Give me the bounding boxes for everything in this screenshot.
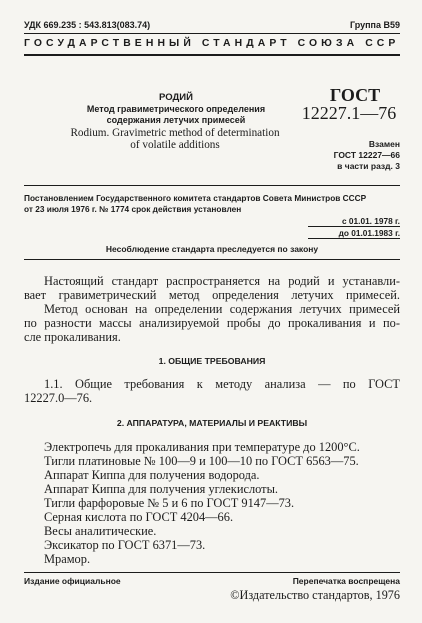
intro-p2-line-3: сле прокаливания.: [24, 330, 121, 344]
gost-label: ГОСТ: [329, 85, 381, 105]
standard-name-en-1: Rodium. Gravimetric method of determination: [70, 127, 280, 139]
reprint-prohibited: Перепечатка воспрещена: [292, 576, 400, 586]
equipment-item: Аппарат Киппа для получения водорода.: [44, 468, 260, 482]
equipment-item: Тигли платиновые № 100—9 и 100—10 по ГОСТ 6563—75.: [44, 454, 359, 468]
equipment-item: Тигли фарфоровые № 5 и 6 по ГОСТ 9147—73.: [44, 496, 295, 510]
group-code: Группа В59: [349, 20, 400, 30]
standard-name-en-2: of volatile additions: [130, 139, 220, 151]
validity-from: с 01.01. 1978 г.: [342, 216, 400, 226]
standard-banner: ГОСУДАРСТВЕННЫЙ СТАНДАРТ СОЮЗА ССР: [24, 38, 400, 49]
equipment-item: Электропечь для прокаливания при температуре до 1200°С.: [44, 440, 360, 454]
header-rule-bottom: [24, 54, 400, 56]
gost-number: 12227.1—76: [301, 103, 397, 123]
standard-name-ru: РОДИЙ: [159, 92, 193, 103]
equipment-item: Серная кислота по ГОСТ 4204—66.: [44, 510, 234, 524]
decree-line-1: Постановлением Государственного комитета стандартов Совета Министров СССР: [24, 193, 367, 203]
standard-desc-ru-2: содержания летучих примесей: [106, 115, 246, 125]
standard-desc-ru-1: Метод гравиметрического определения: [86, 104, 266, 114]
section-2-heading: 2. АППАРАТУРА, МАТЕРИАЛЫ И РЕАКТИВЫ: [116, 418, 308, 428]
section-1-line-2: 12227.0—76.: [24, 391, 93, 405]
replaces-gost: ГОСТ 12227—66: [333, 150, 400, 160]
intro-p1-line-1: Настоящий стандарт распространяется на родий и устанавли-: [44, 274, 400, 288]
equipment-item: Эксикатор по ГОСТ 6371—73.: [44, 538, 206, 552]
validity-underline-2: [308, 238, 400, 239]
legal-notice: Несоблюдение стандарта преследуется по закону: [105, 244, 319, 254]
notice-rule: [24, 259, 400, 260]
intro-p2-line-2: по разности массы анализируемой пробы до прокаливания и по-: [24, 316, 400, 330]
title-rule: [24, 185, 400, 186]
validity-to: до 01.01.1983 г.: [338, 228, 400, 238]
validity-underline: [308, 226, 400, 227]
equipment-item: Мрамор.: [44, 552, 91, 566]
footer-rule: [24, 572, 400, 573]
copyright: ©Издательство стандартов, 1976: [230, 588, 400, 602]
decree-line-2: от 23 июля 1976 г. № 1774 срок действия установлен: [24, 204, 242, 214]
equipment-item: Весы аналитические.: [44, 524, 157, 538]
equipment-item: Аппарат Киппа для получения углекислоты.: [44, 482, 278, 496]
intro-p2-line-1: Метод основан на определении содержания летучих примесей: [44, 302, 400, 316]
header-rule-top: [24, 33, 400, 34]
udk-code: УДК 669.235 : 543.813(083.74): [24, 20, 151, 30]
replaces-section: в части разд. 3: [337, 161, 400, 171]
section-1-line-1: 1.1. Общие требования к методу анализа — по ГОСТ: [44, 377, 400, 391]
replaces-label: Взамен: [368, 139, 400, 149]
intro-p1-line-2: вает гравиметрический метод определения летучих примесей.: [24, 288, 400, 302]
section-1-heading: 1. ОБЩИЕ ТРЕБОВАНИЯ: [158, 356, 266, 366]
edition-official: Издание официальное: [24, 576, 121, 586]
